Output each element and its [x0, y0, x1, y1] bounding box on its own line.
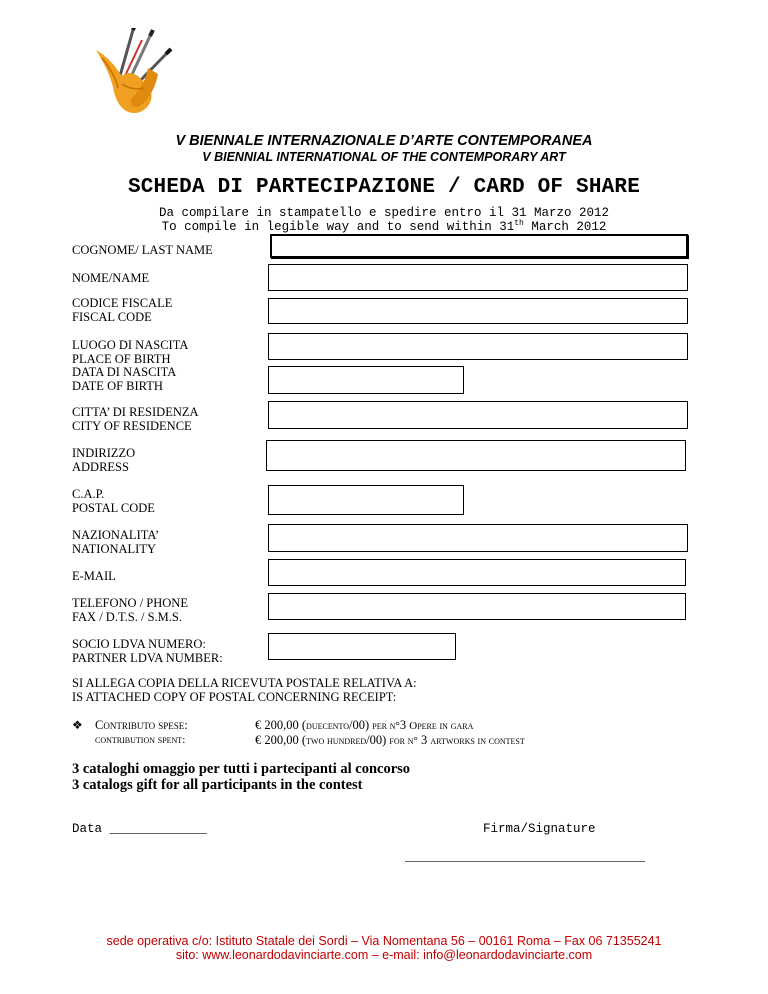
- email-label: E-MAIL: [72, 569, 116, 583]
- member-number-field[interactable]: [268, 633, 456, 660]
- contribution-en-number: 3: [417, 733, 431, 747]
- birth-date-label-en: DATE OF BIRTH: [72, 378, 163, 393]
- instructions-english-date: March 2012: [523, 220, 607, 235]
- signature-label: Firma/Signature: [483, 822, 596, 836]
- birth-place-label-en: PLACE OF BIRTH: [72, 351, 171, 366]
- header-line-english: V BIENNIAL INTERNATIONAL OF THE CONTEMPORARY ART: [202, 150, 566, 164]
- contribution-en-for: for n°: [389, 735, 418, 747]
- catalog-note-it: 3 cataloghi omaggio per tutti i partecipanti al concorso: [72, 761, 411, 777]
- birth-date-label-it: DATA DI NASCITA: [72, 365, 177, 379]
- contribution-amount-it: [255, 718, 525, 733]
- header-line-italian: V BIENNALE INTERNAZIONALE D’ARTE CONTEMPORANEA: [175, 133, 593, 149]
- attachment-note: [72, 677, 417, 704]
- hands-brushes-logo: [88, 28, 178, 118]
- instructions-italian: Da compilare in stampatello e spedire entro il 31 Marzo 2012: [158, 206, 610, 220]
- member-number-label: [72, 638, 223, 665]
- contribution-amount-value-it: € 200,00: [255, 718, 299, 732]
- name-field[interactable]: [268, 264, 688, 291]
- email-field[interactable]: [268, 559, 686, 586]
- member-number-label-it: SOCIO LDVA NUMERO:: [72, 637, 206, 651]
- attachment-note-en: IS ATTACHED COPY OF POSTAL CONCERNING RECEIPT:: [72, 689, 397, 704]
- footer-contacts: sito: www.leonardodavinciarte.com – e-mail: info@leonardodavinciarte.com: [175, 948, 593, 962]
- nationality-field[interactable]: [268, 524, 688, 552]
- nationality-label-it: NAZIONALITA’: [72, 528, 160, 542]
- contribution-it-cents: /00): [349, 718, 373, 732]
- birth-label: [72, 339, 188, 393]
- signature-line[interactable]: ________________________________: [405, 850, 646, 864]
- contribution-amounts: [255, 718, 525, 748]
- nationality-label-en: NATIONALITY: [72, 541, 157, 556]
- postal-code-label: [72, 488, 155, 515]
- birth-place-label-it: LUOGO DI NASCITA: [72, 338, 189, 352]
- attachment-note-it: SI ALLEGA COPIA DELLA RICEVUTA POSTALE RELATIVA A:: [72, 676, 417, 690]
- postal-code-field[interactable]: [268, 485, 464, 515]
- instructions-english-text: To compile in legible way and to send within 31: [161, 220, 515, 235]
- address-label-en: ADDRESS: [72, 459, 129, 474]
- phone-field[interactable]: [268, 593, 686, 620]
- contribution-it-per: per n°: [372, 720, 400, 732]
- phone-label-en: FAX / D.T.S. / S.M.S.: [72, 609, 182, 624]
- birth-place-field[interactable]: [268, 333, 688, 360]
- diamond-bullet-icon: ❖: [72, 718, 83, 732]
- address-field[interactable]: [266, 440, 686, 471]
- page-title: SCHEDA DI PARTECIPAZIONE / CARD OF SHARE: [127, 176, 641, 199]
- city-label-it: CITTA’ DI RESIDENZA: [72, 405, 199, 419]
- contribution-amount-value-en: € 200,00: [255, 733, 299, 747]
- fiscal-code-label: [72, 297, 172, 324]
- city-label: [72, 406, 199, 433]
- contribution-it-open: (: [298, 718, 307, 732]
- fiscal-code-field[interactable]: [268, 298, 688, 324]
- contribution-label-it: Contributo spese:: [95, 718, 188, 732]
- address-label: [72, 447, 135, 474]
- city-field[interactable]: [268, 401, 688, 429]
- postal-code-label-it: C.A.P.: [72, 487, 105, 501]
- last-name-field[interactable]: [270, 234, 688, 258]
- fiscal-code-label-en: FISCAL CODE: [72, 309, 152, 324]
- phone-label-it: TELEFONO / PHONE: [72, 596, 188, 610]
- contribution-label: [95, 718, 188, 747]
- phone-label: [72, 597, 188, 624]
- instructions-english-sup: th: [514, 219, 524, 228]
- contribution-en-works: artworks in contest: [430, 735, 525, 747]
- contribution-en-words: two hundred: [306, 735, 367, 747]
- instructions-english: [0, 219, 768, 234]
- contribution-it-words: duecento: [306, 720, 350, 732]
- name-label: NOME/NAME: [72, 271, 150, 285]
- contribution-it-works: Opere in gara: [409, 720, 474, 732]
- nationality-label: [72, 529, 159, 556]
- city-label-en: CITY OF RESIDENCE: [72, 418, 192, 433]
- contribution-amount-en: [255, 733, 525, 748]
- contribution-label-en: contribution spent:: [95, 734, 186, 746]
- birth-date-field[interactable]: [268, 366, 464, 394]
- footer-address: sede operativa c/o: Istituto Statale dei Sordi – Via Nomentana 56 – 00161 Roma – Fax 06 71355241: [106, 934, 662, 948]
- fiscal-code-label-it: CODICE FISCALE: [72, 296, 173, 310]
- contribution-en-cents: /00): [366, 733, 390, 747]
- address-label-it: INDIRIZZO: [72, 446, 136, 460]
- postal-code-label-en: POSTAL CODE: [72, 500, 155, 515]
- member-number-label-en: PARTNER LDVA NUMBER:: [72, 650, 223, 665]
- catalog-note-en: 3 catalogs gift for all participants in the contest: [72, 777, 363, 793]
- date-label: Data _____________: [72, 822, 208, 836]
- last-name-label: COGNOME/ LAST NAME: [72, 243, 213, 257]
- contribution-en-open: (: [298, 733, 307, 747]
- contribution-it-number: 3: [399, 718, 410, 732]
